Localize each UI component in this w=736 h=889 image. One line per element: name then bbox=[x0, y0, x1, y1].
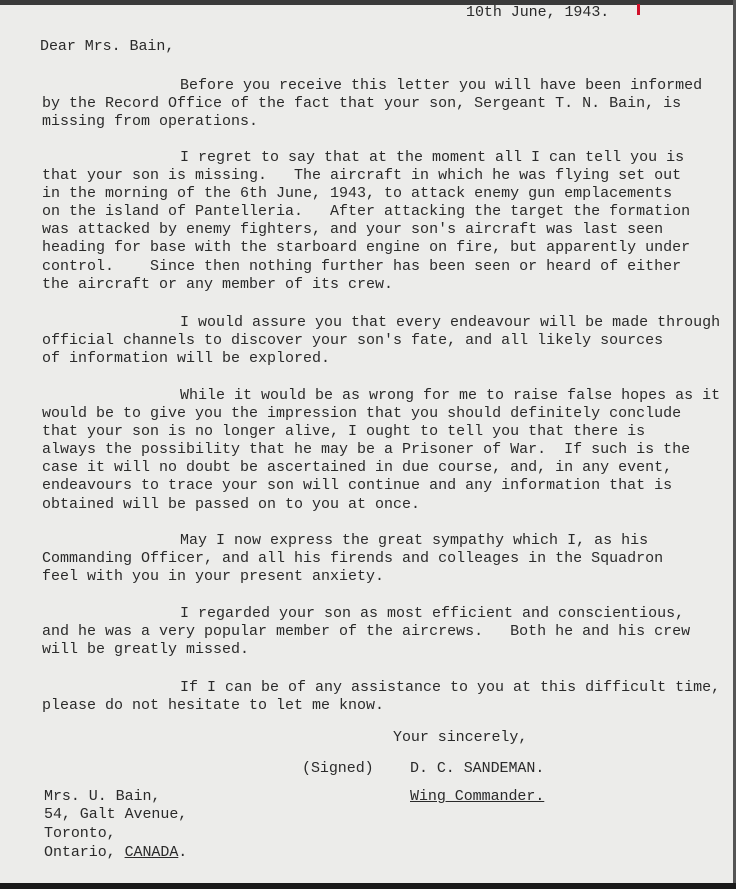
paragraph-line: obtained will be passed on to you at once. bbox=[42, 495, 421, 513]
paragraph-line: If I can be of any assistance to you at this difficult time, bbox=[180, 679, 721, 696]
paragraph-line: Commanding Officer, and all his firends and colleages in the Squadron bbox=[42, 550, 664, 568]
salutation: Dear Mrs. Bain, bbox=[40, 38, 175, 55]
paragraph bbox=[42, 532, 663, 586]
signatory-rank: Wing Commander. bbox=[410, 788, 545, 805]
signatory-name: D. C. SANDEMAN. bbox=[410, 760, 545, 777]
paragraph-line: I regarded your son as most efficient and conscientious, bbox=[180, 605, 685, 622]
paragraph-line: feel with you in your present anxiety. bbox=[42, 568, 385, 586]
paragraph bbox=[42, 387, 720, 514]
paragraph-line: While it would be as wrong for me to raise false hopes as it bbox=[180, 387, 721, 404]
paragraph-line: by the Record Office of the fact that your son, Sergeant T. N. Bain, is bbox=[42, 95, 682, 113]
paragraph bbox=[42, 77, 702, 131]
paragraph-line: of information will be explored. bbox=[42, 350, 331, 368]
paragraph-line: Before you receive this letter you will have been informed bbox=[180, 77, 703, 94]
paragraph-line: on the island of Pantelleria. After attacking the target the formation bbox=[42, 203, 691, 221]
paragraph-line: heading for base with the starboard engine on fire, but apparently under bbox=[42, 239, 691, 257]
paragraph bbox=[42, 314, 720, 368]
paragraph-line: case it will no doubt be ascertained in due course, and, in any event, bbox=[42, 459, 673, 477]
paragraph bbox=[42, 605, 690, 659]
letter-date: 10th June, 1943. bbox=[466, 4, 610, 21]
paragraph-line: always the possibility that he may be a Prisoner of War. If such is the bbox=[42, 441, 691, 459]
address-line-3: Toronto, bbox=[44, 825, 116, 842]
paragraph-line: and he was a very popular member of the aircrews. Both he and his crew bbox=[42, 623, 691, 641]
address-line-4 bbox=[44, 844, 187, 862]
paragraph-line: official channels to discover your son's fate, and all likely sources bbox=[42, 332, 664, 350]
paragraph-line: control. Since then nothing further has been seen or heard of either bbox=[42, 257, 682, 275]
red-tab-mark bbox=[637, 4, 640, 15]
paragraph-line: would be to give you the impression that you should definitely conclude bbox=[42, 405, 682, 423]
paragraph-line: May I now express the great sympathy which I, as his bbox=[180, 532, 649, 549]
paragraph-line: missing from operations. bbox=[42, 113, 259, 131]
address-end: . bbox=[178, 844, 188, 861]
paragraph-line: that your son is no longer alive, I ought to tell you that there is bbox=[42, 423, 646, 441]
paragraph-line: will be greatly missed. bbox=[42, 641, 250, 659]
closing: Your sincerely, bbox=[393, 729, 528, 746]
scan-top-border bbox=[0, 0, 736, 5]
paragraph-line: endeavours to trace your son will continue and any information that is bbox=[42, 477, 673, 495]
paragraph-line: the aircraft or any member of its crew. bbox=[42, 275, 394, 293]
address-country: CANADA bbox=[124, 844, 179, 861]
paragraph bbox=[42, 149, 690, 294]
paragraph-line: that your son is missing. The aircraft in which he was flying set out bbox=[42, 167, 682, 185]
address-line-2: 54, Galt Avenue, bbox=[44, 806, 188, 823]
paragraph-line: please do not hesitate to let me know. bbox=[42, 697, 385, 715]
address-province: Ontario, bbox=[44, 844, 125, 861]
paragraph-line: was attacked by enemy fighters, and your son's aircraft was last seen bbox=[42, 221, 664, 239]
address-line-1: Mrs. U. Bain, bbox=[44, 788, 161, 805]
scan-bottom-border bbox=[0, 883, 736, 889]
paragraph bbox=[42, 679, 720, 715]
paragraph-line: I regret to say that at the moment all I can tell you is bbox=[180, 149, 685, 166]
paragraph-line: in the morning of the 6th June, 1943, to attack enemy gun emplacements bbox=[42, 185, 673, 203]
paragraph-line: I would assure you that every endeavour will be made through bbox=[180, 314, 721, 331]
signed-label: (Signed) bbox=[302, 760, 374, 777]
